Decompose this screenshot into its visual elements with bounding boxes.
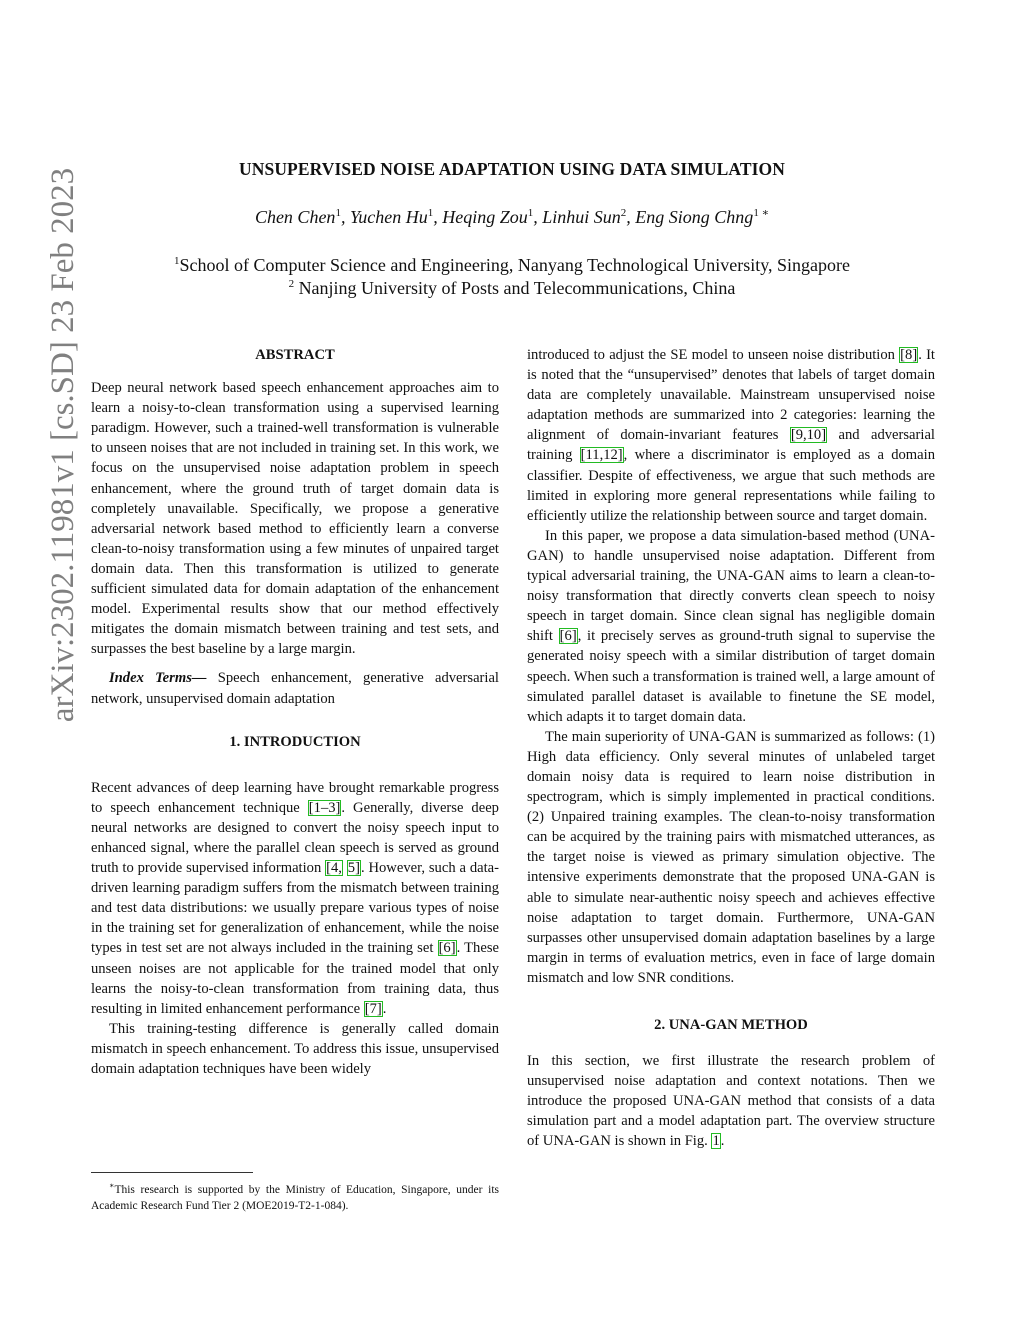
- intro-heading: 1. INTRODUCTION: [229, 733, 361, 750]
- citation-link[interactable]: [6]: [559, 628, 577, 645]
- author-sup: 2: [620, 207, 627, 219]
- text-run: . Generally, diverse deep neural networks are designed to convert the noisy speech input to enhanced signal, where the parallel clean speech is served as ground truth to provide supervised information: [91, 799, 499, 877]
- author-name: Yuchen Hu: [349, 207, 428, 227]
- author-name: Chen Chen: [254, 207, 336, 227]
- citation-link[interactable]: [11,12]: [580, 447, 623, 464]
- text-run: . These unseen noises are not applicable for the trained model that only learns the noisy-to-clean transformation from training data, thus resulting in limited enhancement performance: [91, 940, 499, 1017]
- text-run: , where a discriminator is employed as a domain classifier. Despite of effectiveness, we argue that such methods are limited in exploring more general representations while failing to efficiently utilize the relationship between source and target domain.: [527, 447, 935, 524]
- text-run: Recent advances of deep learning have brought remarkable progress to speech enhancement technique: [91, 779, 499, 816]
- text-run: , it precisely serves as ground-truth signal to supervise the generated noisy speech with a similar distribution of target domain speech. When such a transformation is trained well, a large amount of simulated parallel dataset is available to finetune the SE model, which adapts it to target domain data.: [527, 628, 935, 725]
- intro-paragraph-3: [527, 526, 935, 727]
- author-name: Eng Siong Chng: [635, 207, 754, 227]
- method-paragraph-1: [527, 1051, 935, 1151]
- text-run: In this paper, we propose a data simulation-based method (UNA-GAN) to handle unsupervised noise adaptation. Different from typical adversarial training, the UNA-GAN aims to learn a clean-to-noisy transformation that directly converts clean speech to noisy speech in target domain. Since clean signal has negligible domain shift: [527, 527, 935, 645]
- text-run: and adversarial training: [527, 427, 935, 464]
- method-heading: 2. UNA-GAN METHOD: [654, 1017, 808, 1033]
- author-list: Chen Chen$^1$, Yuchen Hu$^1$, Heqing Zou$^1$, Linhui Sun$^2$, Eng Siong Chng$^{1 ∗}$: [254, 207, 770, 227]
- figure-link[interactable]: 1: [712, 1133, 720, 1150]
- text-run: .: [720, 1133, 725, 1150]
- text-run: . It is noted that the “unsupervised” denotes that labels of target domain data are completely unavailable. Mainstream unsupervised noise adaptation methods are summarized into 2 categories: learning the alignment of domain-invariant features: [527, 347, 935, 444]
- text-run: .: [382, 1000, 387, 1017]
- citation-link[interactable]: [6]: [438, 940, 456, 957]
- citation-link[interactable]: [9,10]: [790, 427, 827, 444]
- footnote: [91, 1178, 499, 1214]
- citation-link[interactable]: [7]: [364, 1000, 382, 1017]
- author-sup: 1: [335, 207, 341, 219]
- intro-paragraph-4: The main superiority of UNA-GAN is summarized as follows: (1) High data efficiency. Only several minutes of unlabeled target domain noisy data is required to learn noise distribution in spectrogram, which is simply implemented in practical conditions. (2) Unpaired training examples. The clean-to-noisy transformation can be acquired by the training pairs with mismatched utterances, as the target noise is viewed as primary simulation objective. The intensive experiments demonstrate that the proposed UNA-GAN is able to simulate near-authentic noisy speech and achieves effective noise adaptation to target domain. Furthermore, UNA-GAN surpasses other unsupervised domain adaptation baselines by a large margin in terms of evaluation metrics, even in face of large domain mismatch and low SNR conditions.: [527, 728, 935, 986]
- intro-paragraph-1: [91, 778, 499, 1019]
- index-terms-label: Index Terms—: [109, 670, 207, 687]
- footnote-text: This research is supported by the Ministry of Education, Singapore, under its Academic Research Fund Tier 2 (MOE2019-T2-1-084).: [91, 1183, 499, 1212]
- affiliation-text: Nanjing University of Posts and Telecommunications, China: [294, 278, 736, 298]
- footnote-mark: ∗: [109, 1181, 115, 1190]
- author-name: Linhui Sun: [542, 207, 621, 227]
- text-run: In this section, we first illustrate the research problem of unsupervised noise adaptation and context notations. Then we introduce the proposed UNA-GAN method that consists of a data simulation part and a model adaptation part. The overview structure of UNA-GAN is shown in Fig.: [527, 1053, 935, 1150]
- affiliation-sup: 2: [288, 278, 295, 290]
- intro-paragraph-2: This training-testing difference is generally called domain mismatch in speech enhancement. To address this issue, unsupervised domain adaptation techniques have been widely: [91, 1020, 499, 1077]
- affiliation-2: [0, 278, 1024, 299]
- abstract-text: Deep neural network based speech enhancement approaches aim to learn a noisy-to-clean transformation using a supervised learning paradigm. However, such a trained-well transformation is vulnerable to unseen noises that are not included in training set. In this work, we focus on the unsupervised noise adaptation problem in speech enhancement, where the ground truth of target domain data is completely unavailable. Specifically, we propose a generative adversarial network based method to efficiently learn a converse clean-to-noisy transformation using a few minutes of unpaired target domain data. Then this transformation is utilized to generate sufficient simulated data for domain adaptation of the enhancement model. Experimental results show that our method effectively mitigates the domain mismatch between training and test sets, and surpasses the best baseline by a large margin.: [91, 380, 499, 658]
- right-column: [527, 345, 935, 1152]
- author-name: Heqing Zou: [442, 207, 528, 227]
- author-sup: 1: [427, 207, 434, 219]
- author-sup: 1 ∗: [753, 207, 770, 219]
- author-sup: 1: [527, 207, 534, 219]
- text-run: . However, such a data-driven learning paradigm suffers from the mismatch between training and test data distributions: we usually prepare various types of noise in the training set for generalization of enhancement, while the noise types in test set are not always included in the training set: [91, 860, 499, 957]
- index-terms: [91, 668, 499, 708]
- citation-link[interactable]: [8]: [900, 347, 918, 363]
- paper-title: UNSUPERVISED NOISE ADAPTATION USING DATA SIMULATION: [239, 159, 785, 179]
- affiliation-text: School of Computer Science and Engineering, Nanyang Technological University, Singapore: [179, 255, 851, 275]
- arxiv-id: arXiv:2302.11981v1 [cs.SD] 23 Feb 2023: [45, 167, 81, 723]
- affiliation-1: [0, 255, 1024, 276]
- abstract-heading: ABSTRACT: [255, 347, 335, 363]
- footnote-rule: [91, 1172, 253, 1173]
- text-run: introduced to adjust the SE model to unseen noise distribution: [527, 347, 900, 363]
- index-terms-text: Speech enhancement, generative adversarial network, unsupervised domain adaptation: [91, 670, 499, 707]
- affiliation-sup: 1: [173, 255, 180, 267]
- citation-link[interactable]: [1–3]: [308, 799, 341, 816]
- citation-link[interactable]: 5]: [347, 860, 360, 877]
- left-column: [91, 345, 499, 1079]
- intro-paragraph-2-cont: [527, 345, 935, 526]
- citation-link[interactable]: [4,: [326, 860, 342, 877]
